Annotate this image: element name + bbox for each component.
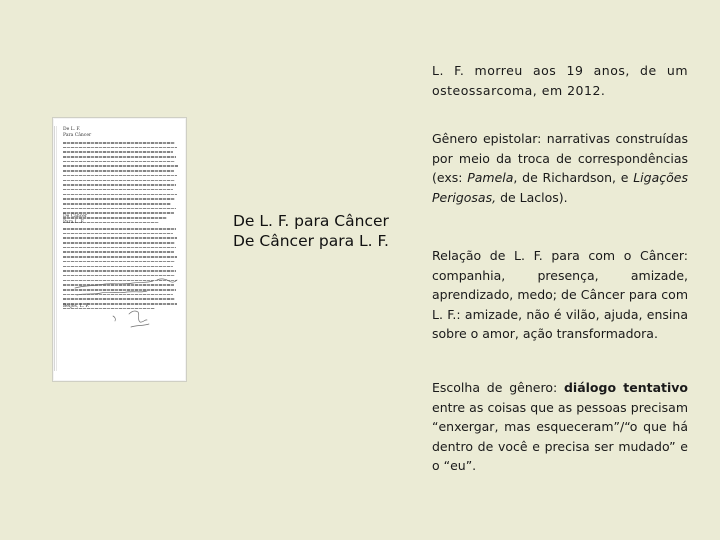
letter-header-to: Para Câncer xyxy=(63,133,92,138)
heading-line-1: De L. F. para Câncer xyxy=(233,212,389,230)
genre-text-e: de Laclos). xyxy=(496,189,568,205)
choice-text-c: entre as coisas que as pessoas precisam “enxergar, mas esqueceram”/“o que há dentro de você e precisa ser mudado” e o “eu”. xyxy=(432,399,688,473)
genre-text-a: Gênero epistolar: narrativas construídas por meio da troca de correspondências (exs: xyxy=(432,131,688,185)
heading-line-2: De Câncer para L. F. xyxy=(233,232,389,250)
letter-header-from-2: De Câncer xyxy=(63,214,88,219)
letter-signoff: Beijos, L. F. xyxy=(63,304,90,309)
letter-header-from: De L. F. xyxy=(63,127,81,132)
choice-text-a: Escolha de gênero: xyxy=(432,380,564,395)
genre-title-ligacoes: Ligações Perigosas, xyxy=(432,170,688,205)
genre-title-pamela: Pamela xyxy=(467,170,514,185)
paragraph-epistolary-genre xyxy=(432,129,688,207)
paragraph-genre-choice xyxy=(432,378,688,476)
paragraph-relationship: Relação de L. F. para com o Câncer: companhia, presença, amizade, aprendizado, medo; de Câncer para com L. F.: amizade, não é vilão, ajuda, ensina sobre o amor, ação transformadora. xyxy=(432,248,688,341)
choice-emphasis: diálogo tentativo xyxy=(563,380,688,395)
genre-text-c: , de Richardson, e xyxy=(513,170,634,185)
letter-scan-image xyxy=(52,117,187,382)
paragraph-author-death: L. F. morreu aos 19 anos, de um osteossarcoma, em 2012. xyxy=(432,63,688,98)
letter-header-to-2: Para L. F. xyxy=(63,220,85,225)
handwritten-notes xyxy=(53,118,186,381)
section-heading xyxy=(233,211,413,251)
